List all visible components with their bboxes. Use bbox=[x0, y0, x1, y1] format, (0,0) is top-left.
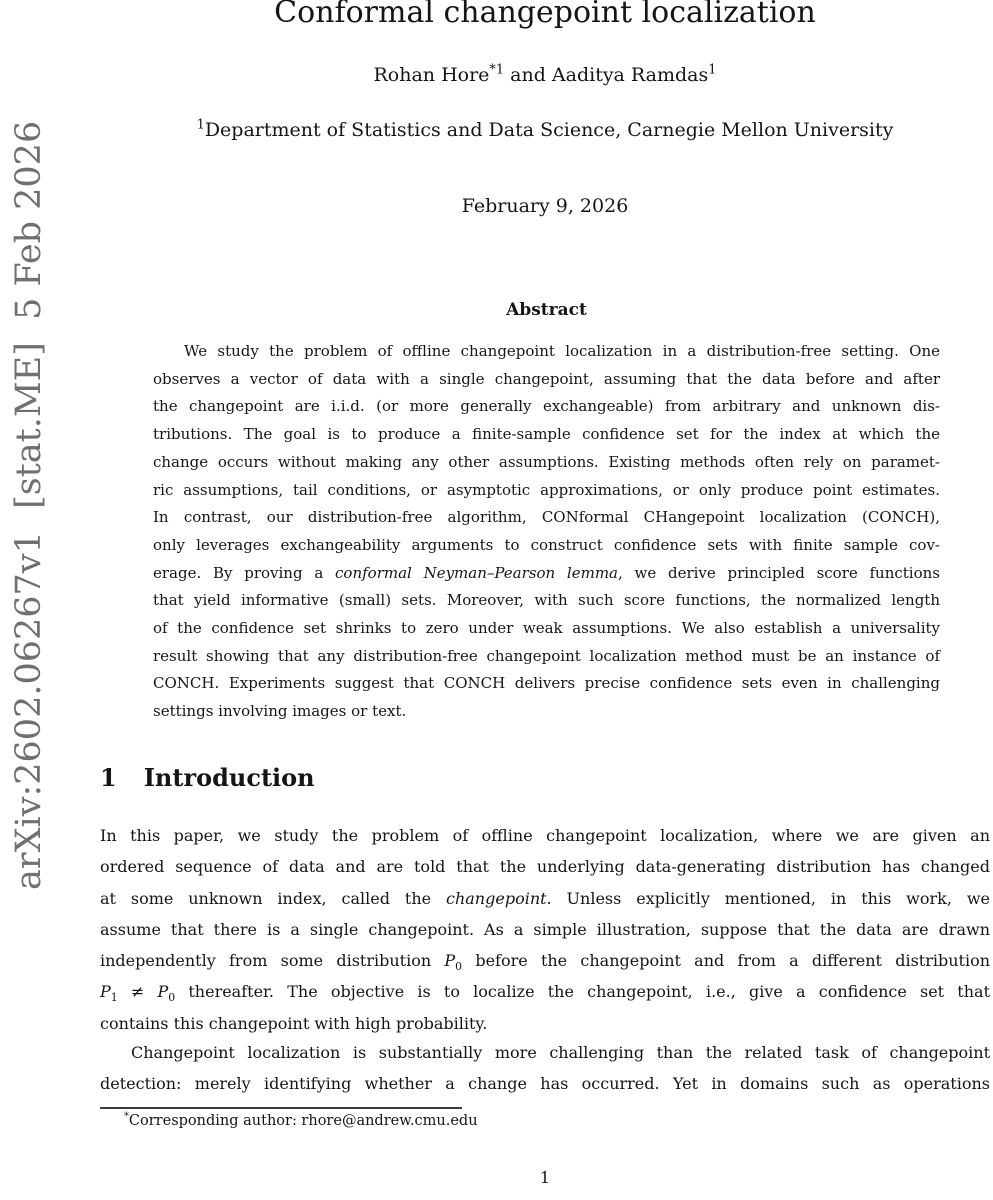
page-number: 1 bbox=[539, 1168, 551, 1187]
text-line: change occurs without making any other assumptions. Existing methods often rely on paramet- bbox=[153, 452, 940, 471]
text-line: tributions. The goal is to produce a finite-sample confidence set for the index at which the bbox=[153, 425, 940, 444]
abstract-heading: Abstract bbox=[506, 300, 587, 320]
affiliation-line: $^1$Department of Statistics and Data Science, Carnegie Mellon University bbox=[196, 117, 894, 141]
text-line: that yield informative (small) sets. Moreover, with such score functions, the normalized length bbox=[153, 591, 940, 610]
text-line: of the confidence set shrinks to zero under weak assumptions. We also establish a universality bbox=[153, 619, 940, 638]
text-line: only leverages exchangeability arguments to construct confidence sets with finite sample cov- bbox=[153, 535, 940, 554]
section-number: 1 bbox=[100, 763, 117, 792]
text-line: assume that there is a single changepoint. As a simple illustration, suppose that the data are drawn bbox=[100, 919, 990, 939]
text-line: We study the problem of offline changepoint localization in a distribution-free setting. One bbox=[184, 342, 940, 360]
text-line: contains this changepoint with high probability. bbox=[100, 1013, 488, 1033]
section-heading bbox=[100, 763, 990, 792]
intro-paragraph-2 bbox=[100, 1037, 990, 1100]
text-line: result showing that any distribution-free changepoint localization method must be an instance of bbox=[153, 646, 940, 665]
intro-paragraph-1 bbox=[100, 820, 990, 1039]
text-line: Changepoint localization is substantially more challenging than the related task of changepoint bbox=[131, 1043, 990, 1062]
text-line: detection: merely identifying whether a change has occurred. Yet in domains such as operations bbox=[100, 1074, 990, 1094]
text-line: In this paper, we study the problem of offline changepoint localization, where we are given an bbox=[100, 826, 990, 845]
text-line: the changepoint are i.i.d. (or more generally exchangeable) from arbitrary and unknown dis- bbox=[153, 397, 940, 416]
paper-title: Conformal changepoint localization bbox=[274, 0, 816, 30]
text-line: erage. By proving a conformal Neyman–Pearson lemma, we derive principled score functions bbox=[153, 563, 940, 582]
text-line: In contrast, our distribution-free algorithm, CONformal CHangepoint localization (CONCH), bbox=[153, 508, 940, 527]
abstract-body bbox=[153, 338, 940, 726]
footnote: *Corresponding author: rhore@andrew.cmu.edu bbox=[124, 1111, 478, 1129]
text-line: observes a vector of data with a single changepoint, assuming that the data before and after bbox=[153, 369, 940, 388]
text-line: $P_1 \ne P_0$ thereafter. The objective is to localize the changepoint, i.e., give a confidence set that bbox=[100, 982, 991, 1005]
text-line: settings involving images or text. bbox=[153, 702, 407, 721]
text-line: at some unknown index, called the changepoint. Unless explicitly mentioned, in this work, we bbox=[100, 888, 991, 908]
date-line: February 9, 2026 bbox=[461, 195, 629, 217]
authors-line: Rohan Hore$^{*1}$ and Aaditya Ramdas$^1$ bbox=[373, 62, 717, 86]
text-line: CONCH. Experiments suggest that CONCH delivers precise confidence sets even in challenging bbox=[153, 674, 940, 693]
text-line: ric assumptions, tail conditions, or asymptotic approximations, or only produce point estimates. bbox=[153, 480, 940, 499]
text-line: independently from some distribution $P_0$ before the changepoint and from a different distribution bbox=[100, 951, 991, 974]
arxiv-watermark: arXiv:2602.06267v1 [stat.ME] 5 Feb 2026 bbox=[9, 120, 49, 890]
footnote-rule bbox=[100, 1107, 462, 1109]
text-line: ordered sequence of data and are told that the underlying data-generating distribution has changed bbox=[100, 857, 990, 877]
section-title: Introduction bbox=[143, 763, 315, 792]
